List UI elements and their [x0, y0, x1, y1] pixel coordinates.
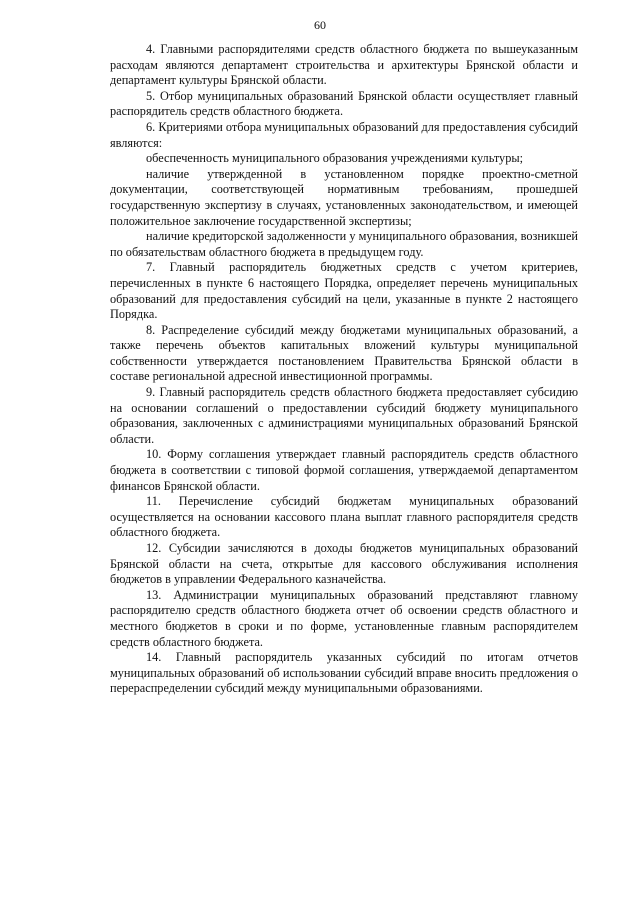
- paragraph-5-selection: 5. Отбор муниципальных образований Брянской области осуществляет главный распорядитель средств областного бюджета.: [110, 88, 578, 119]
- paragraph-9-agreements: 9. Главный распорядитель средств областного бюджета предоставляет субсидию на основании соглашений о предоставлении субсидий бюджету муниципального образования, заключенных с администрациями муниципальных образований Брянской области.: [110, 385, 578, 446]
- document-body: [110, 42, 578, 697]
- paragraph-12-crediting: 12. Субсидии зачисляются в доходы бюджетов муниципальных образований Брянской области на счета, открытые для кассового обслуживания исполнения бюджетов в управлении Федерального казначейства.: [110, 541, 578, 587]
- paragraph-8-distribution: 8. Распределение субсидий между бюджетами муниципальных образований, а также перечень объектов капитальных вложений культуры муниципальной собственности утверждается постановлением Правительства Брянской области в составе региональной адресной инвестиционной программы.: [110, 322, 578, 384]
- paragraph-13-reports: 13. Администрации муниципальных образований представляют главному распорядителю средств областного бюджета отчет об освоении средств областного и местного бюджетов в сроки и по форме, установленные главным распорядителем средств областного бюджета.: [110, 587, 578, 649]
- paragraph-4-distributors: 4. Главными распорядителями средств областного бюджета по вышеуказанным расходам являются департамент строительства и архитектуры Брянской области и департамент культуры Брянской области.: [110, 42, 578, 88]
- paragraph-10-agreement-form: 10. Форму соглашения утверждает главный распорядитель средств областного бюджета в соответствии с типовой формой соглашения, утверждаемой департаментом финансов Брянской области.: [110, 447, 578, 493]
- criterion-accounts-payable: наличие кредиторской задолженности у муниципального образования, возникшей по обязательствам областного бюджета в предыдущем году.: [110, 229, 578, 259]
- paragraph-6-criteria: 6. Критериями отбора муниципальных образований для предоставления субсидий являются:: [110, 119, 578, 150]
- criterion-design-documentation: наличие утвержденной в установленном порядке проектно-сметной документации, соответствующей нормативным требованиям, прошедшей государственную экспертизу в случаях, установленных законодательством, и имеющей положительное заключение государственной экспертизы;: [110, 166, 578, 228]
- paragraph-14-redistribution: 14. Главный распорядитель указанных субсидий по итогам отчетов муниципальных образований об использовании субсидий вправе вносить предложения о перераспределении субсидий между муниципальными образованиями.: [110, 650, 578, 696]
- criterion-culture-institutions: обеспеченность муниципального образования учреждениями культуры;: [146, 151, 524, 166]
- paragraph-7-list: 7. Главный распорядитель бюджетных средств с учетом критериев, перечисленных в пункте 6 настоящего Порядка, определяет перечень муниципальных образований для предоставления субсидий на цели, указанные в пункте 2 настоящего Порядка.: [110, 260, 578, 322]
- page-number: 60: [314, 18, 326, 32]
- paragraph-11-transfer: 11. Перечисление субсидий бюджетам муниципальных образований осуществляется на основании кассового плана выплат главного распорядителя средств областного бюджета.: [110, 494, 578, 540]
